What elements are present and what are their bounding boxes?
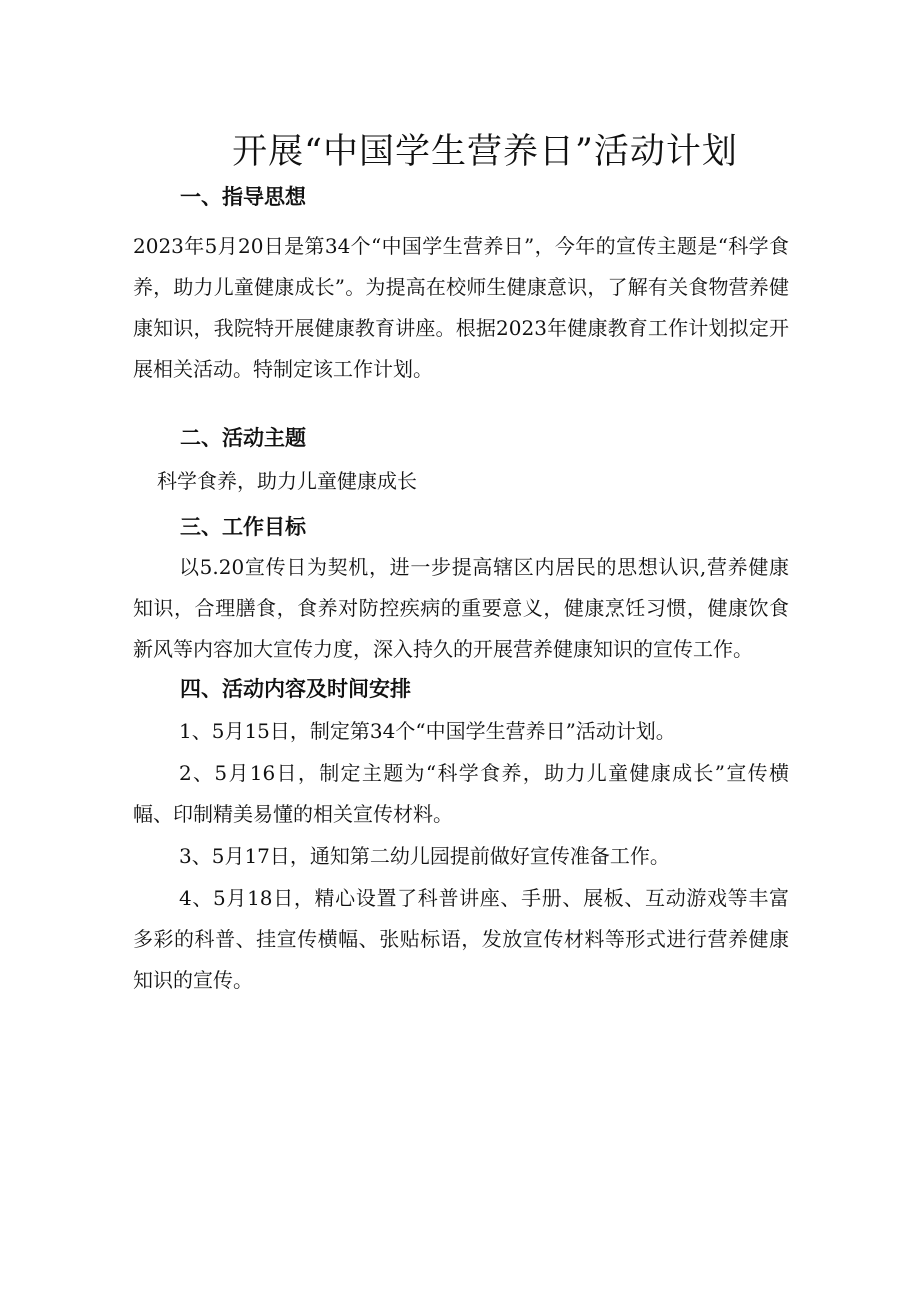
section-paragraph-work-goals: 以5.20宣传日为契机，进一步提高辖区内居民的思想认识,营养健康知识，合理膳食，食养对防控疾病的重要意义，健康烹饪习惯，健康饮食新风等内容加大宣传力度，深入持久的开展营养健康知识的宣传工作。 — [133, 555, 789, 661]
section-paragraph-activity-theme: 科学食养，助力儿童健康成长 — [157, 469, 417, 493]
schedule-item: 3、5月17日，通知第二幼儿园提前做好宣传准备工作。 — [179, 844, 670, 868]
schedule-item: 2、5月16日，制定主题为“科学食养，助力儿童健康成长”宣传横幅、印制精美易懂的相关宣传材料。 — [133, 761, 789, 826]
schedule-item: 4、5月18日，精心设置了科普讲座、手册、展板、互动游戏等丰富多彩的科普、挂宣传横幅、张贴标语，发放宣传材料等形式进行营养健康知识的宣传。 — [133, 886, 789, 992]
schedule-item: 1、5月15日，制定第34个“中国学生营养日”活动计划。 — [179, 719, 676, 743]
section-heading-work-goals: 三、工作目标 — [180, 515, 306, 539]
section-heading-activity-theme: 二、活动主题 — [180, 426, 306, 450]
section-heading-schedule: 四、活动内容及时间安排 — [180, 677, 411, 701]
document-title: 开展“中国学生营养日”活动计划 — [232, 132, 738, 172]
section-paragraph-guiding-ideology: 2023年5月20日是第34个“中国学生营养日”，今年的宣传主题是“科学食养，助力儿童健康成长”。为提高在校师生健康意识，了解有关食物营养健康知识，我院特开展健康教育讲座。根据2023年健康教育工作计划拟定开展相关活动。特制定该工作计划。 — [133, 234, 789, 381]
section-heading-guiding-ideology: 一、指导思想 — [180, 185, 306, 209]
